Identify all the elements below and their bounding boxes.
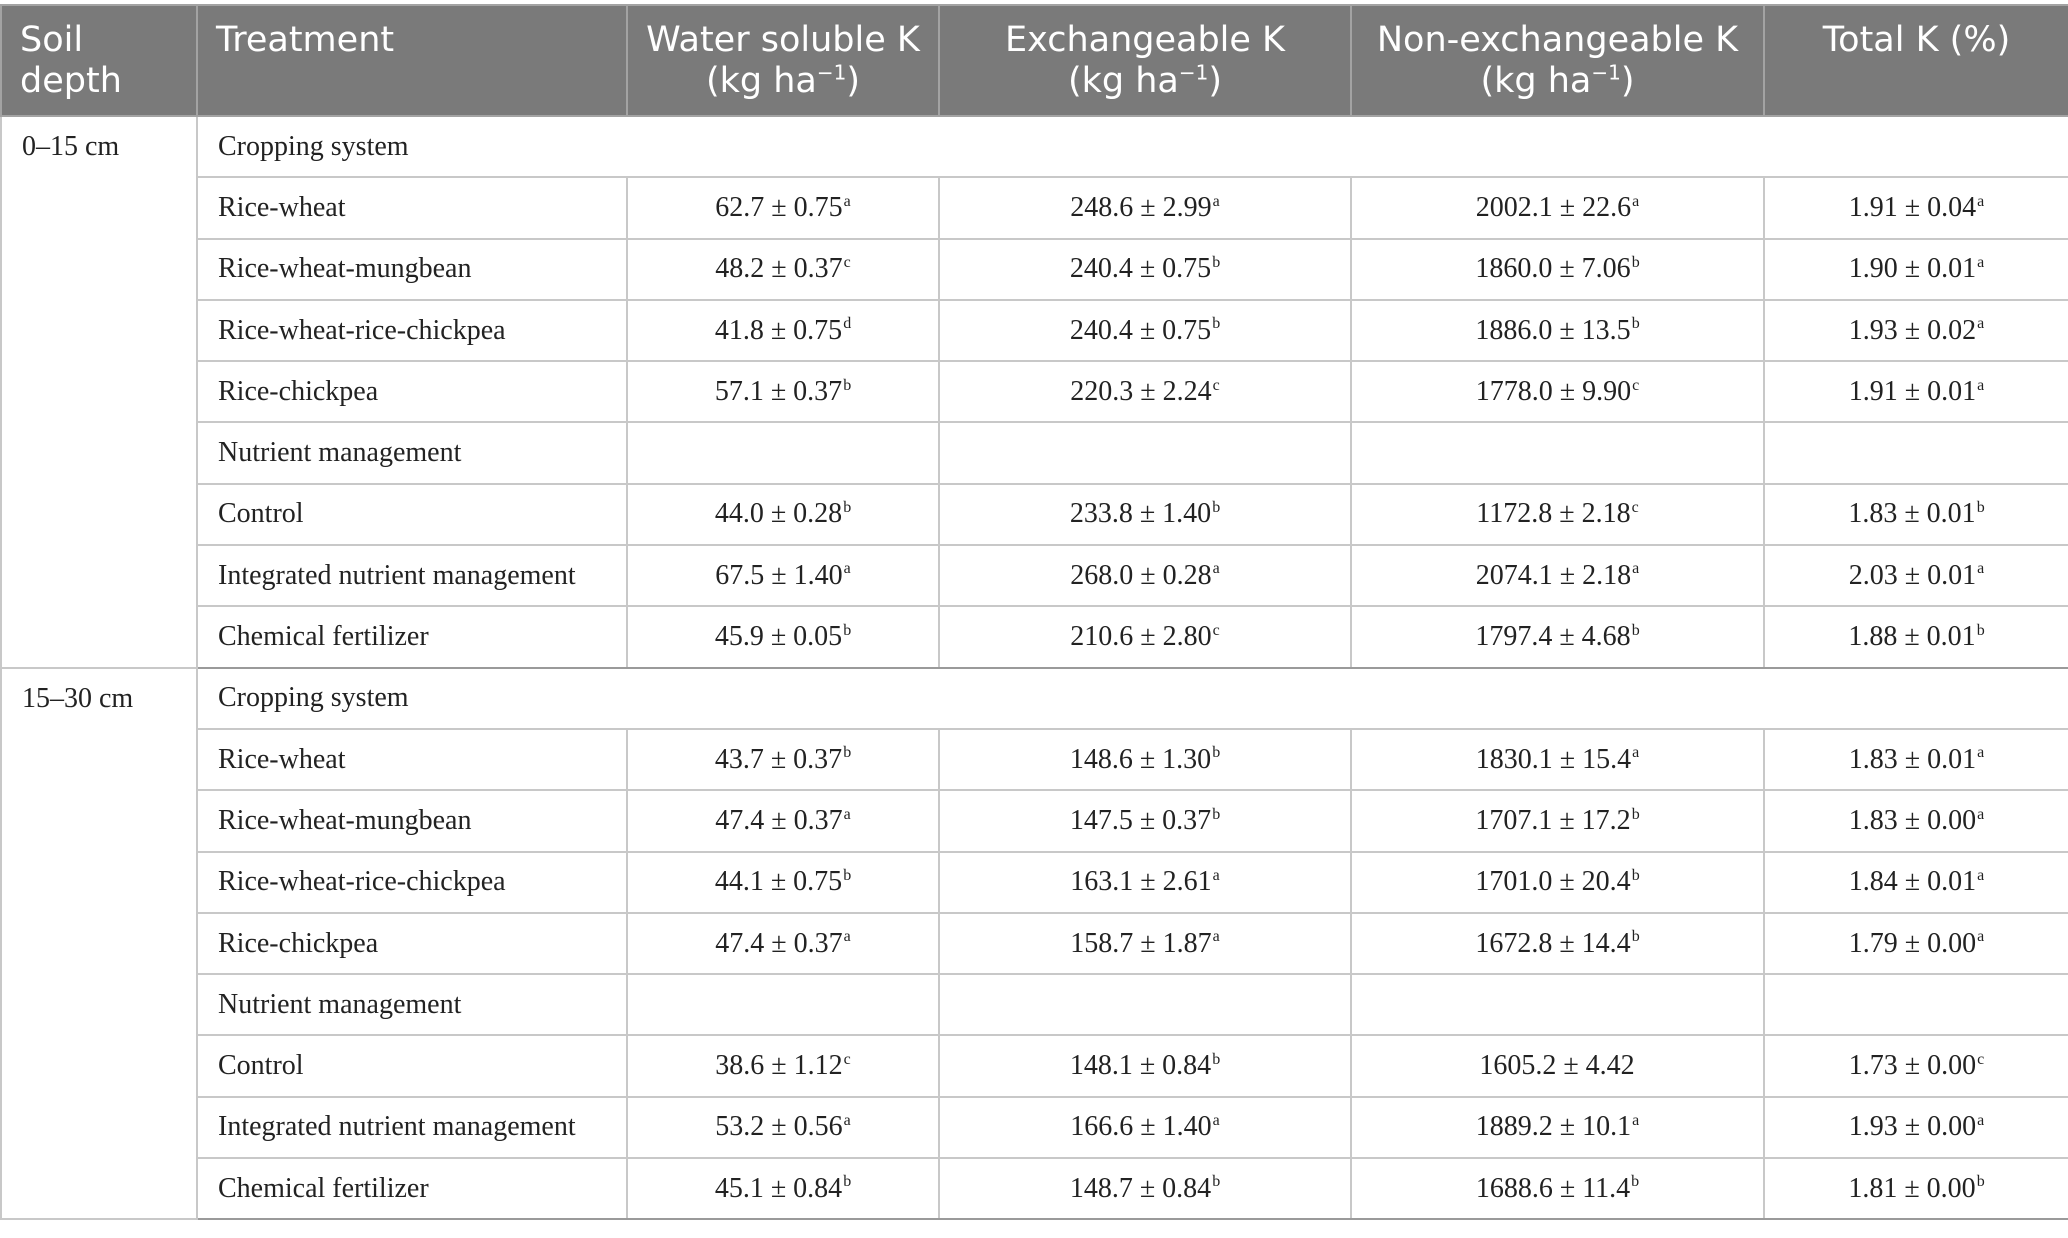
header-label: Exchangeable K bbox=[1004, 20, 1286, 60]
value: 240.4 ± 0.75 bbox=[1069, 253, 1212, 285]
value: 248.6 ± 2.99 bbox=[1070, 191, 1212, 223]
soil-depth-cell: 15–30 cm bbox=[1, 668, 197, 1220]
table-row bbox=[1, 790, 2068, 851]
header-unit: (kg ha bbox=[1480, 61, 1592, 101]
header-total-k: Total K (%) bbox=[1764, 5, 2068, 116]
significance-letter: b bbox=[1976, 621, 1985, 639]
significance-letter: a bbox=[1977, 866, 1985, 884]
table-row bbox=[1, 300, 2068, 361]
treatment-cell: Rice-chickpea bbox=[197, 361, 627, 422]
significance-letter: a bbox=[1632, 1112, 1640, 1130]
treatment-cell: Rice-wheat-mungbean bbox=[197, 239, 627, 300]
table-row bbox=[1, 361, 2068, 422]
significance-letter: b bbox=[1631, 928, 1640, 946]
significance-letter: b bbox=[1212, 315, 1221, 333]
total-k-cell bbox=[1764, 300, 2068, 361]
significance-letter: a bbox=[1632, 744, 1640, 762]
significance-letter: a bbox=[1212, 928, 1220, 946]
header-row bbox=[1, 5, 2068, 116]
table-row bbox=[1, 1035, 2068, 1096]
non-exchangeable-k-cell bbox=[1351, 1097, 1764, 1158]
treatment-cell: Integrated nutrient management bbox=[197, 545, 627, 606]
value: 44.1 ± 0.75 bbox=[714, 866, 843, 898]
significance-letter: d bbox=[843, 315, 852, 333]
value: 148.7 ± 0.84 bbox=[1069, 1172, 1212, 1204]
value: 1797.4 ± 4.68 bbox=[1475, 621, 1631, 653]
empty-cell bbox=[1764, 974, 2068, 1035]
value: 1.73 ± 0.00 bbox=[1848, 1050, 1977, 1082]
non-exchangeable-k-cell bbox=[1351, 177, 1764, 238]
significance-letter: c bbox=[843, 253, 851, 271]
significance-letter: a bbox=[1212, 1112, 1220, 1130]
total-k-cell bbox=[1764, 484, 2068, 545]
significance-letter: b bbox=[1212, 499, 1221, 517]
value: 148.6 ± 1.30 bbox=[1069, 743, 1212, 775]
significance-letter: b bbox=[1631, 315, 1640, 333]
water-soluble-k-cell bbox=[627, 545, 939, 606]
value: 220.3 ± 2.24 bbox=[1070, 375, 1212, 407]
significance-letter: c bbox=[1212, 376, 1220, 394]
header-exchangeable-k bbox=[939, 5, 1351, 116]
significance-letter: a bbox=[1977, 1112, 1985, 1130]
non-exchangeable-k-cell bbox=[1351, 239, 1764, 300]
significance-letter: a bbox=[843, 192, 851, 210]
value: 1778.0 ± 9.90 bbox=[1475, 375, 1632, 407]
table-row bbox=[1, 1097, 2068, 1158]
section-heading: Nutrient management bbox=[197, 974, 627, 1035]
table-header bbox=[1, 5, 2068, 116]
header-unit-exponent: −1 bbox=[1178, 60, 1209, 85]
value: 210.6 ± 2.80 bbox=[1070, 621, 1212, 653]
significance-letter: a bbox=[1977, 376, 1985, 394]
value: 1.79 ± 0.00 bbox=[1848, 927, 1977, 959]
water-soluble-k-cell bbox=[627, 484, 939, 545]
exchangeable-k-cell bbox=[939, 729, 1351, 790]
water-soluble-k-cell bbox=[627, 1097, 939, 1158]
potassium-fractions-table bbox=[0, 4, 2068, 1220]
significance-letter: b bbox=[1976, 499, 1985, 517]
total-k-cell bbox=[1764, 790, 2068, 851]
value: 1.81 ± 0.00 bbox=[1848, 1172, 1976, 1204]
value: 233.8 ± 1.40 bbox=[1069, 498, 1212, 530]
treatment-cell: Chemical fertilizer bbox=[197, 1158, 627, 1219]
significance-letter: a bbox=[843, 805, 851, 823]
significance-letter: b bbox=[1631, 805, 1640, 823]
non-exchangeable-k-cell bbox=[1351, 300, 1764, 361]
significance-letter: a bbox=[1977, 928, 1985, 946]
significance-letter: b bbox=[1212, 1050, 1221, 1068]
value: 1.88 ± 0.01 bbox=[1848, 621, 1976, 653]
soil-depth-cell: 0–15 cm bbox=[1, 116, 197, 668]
header-soil-depth: Soil depth bbox=[1, 5, 197, 116]
table-row bbox=[1, 545, 2068, 606]
value: 1.93 ± 0.02 bbox=[1848, 314, 1977, 346]
water-soluble-k-cell bbox=[627, 913, 939, 974]
value: 1172.8 ± 2.18 bbox=[1476, 498, 1631, 530]
table-row bbox=[1, 239, 2068, 300]
non-exchangeable-k-cell bbox=[1351, 1035, 1764, 1096]
non-exchangeable-k-cell bbox=[1351, 484, 1764, 545]
significance-letter: a bbox=[1212, 866, 1220, 884]
significance-letter: b bbox=[1631, 621, 1640, 639]
significance-letter: a bbox=[1977, 192, 1985, 210]
exchangeable-k-cell bbox=[939, 1097, 1351, 1158]
header-unit: (kg ha bbox=[1067, 61, 1179, 101]
non-exchangeable-k-cell bbox=[1351, 361, 1764, 422]
exchangeable-k-cell bbox=[939, 790, 1351, 851]
non-exchangeable-k-cell bbox=[1351, 1158, 1764, 1219]
value: 47.4 ± 0.37 bbox=[715, 927, 843, 959]
water-soluble-k-cell bbox=[627, 606, 939, 667]
section-heading-row bbox=[1, 116, 2068, 177]
section-heading-row bbox=[1, 422, 2068, 483]
value: 1.91 ± 0.01 bbox=[1848, 375, 1977, 407]
header-treatment: Treatment bbox=[197, 5, 627, 116]
significance-letter: a bbox=[843, 1112, 851, 1130]
value: 41.8 ± 0.75 bbox=[714, 314, 843, 346]
value: 158.7 ± 1.87 bbox=[1070, 927, 1212, 959]
header-unit-close: ) bbox=[846, 61, 861, 101]
value: 43.7 ± 0.37 bbox=[714, 743, 843, 775]
water-soluble-k-cell bbox=[627, 361, 939, 422]
header-water-soluble-k bbox=[627, 5, 939, 116]
water-soluble-k-cell bbox=[627, 790, 939, 851]
significance-letter: a bbox=[1977, 805, 1985, 823]
value: 163.1 ± 2.61 bbox=[1070, 866, 1212, 898]
value: 1.83 ± 0.00 bbox=[1848, 804, 1977, 836]
value: 1605.2 ± 4.42 bbox=[1479, 1050, 1635, 1082]
header-unit-close: ) bbox=[1620, 61, 1635, 101]
significance-letter: c bbox=[1631, 499, 1639, 517]
value: 45.9 ± 0.05 bbox=[714, 621, 843, 653]
value: 2.03 ± 0.01 bbox=[1848, 559, 1977, 591]
total-k-cell bbox=[1764, 913, 2068, 974]
section-heading-row bbox=[1, 668, 2068, 729]
empty-cell bbox=[1351, 974, 1764, 1035]
significance-letter: b bbox=[1631, 866, 1640, 884]
empty-cell bbox=[627, 974, 939, 1035]
exchangeable-k-cell bbox=[939, 1035, 1351, 1096]
value: 166.6 ± 1.40 bbox=[1070, 1111, 1212, 1143]
table-row bbox=[1, 177, 2068, 238]
value: 1.83 ± 0.01 bbox=[1848, 743, 1977, 775]
significance-letter: c bbox=[1977, 1050, 1985, 1068]
value: 2074.1 ± 2.18 bbox=[1475, 559, 1632, 591]
treatment-cell: Control bbox=[197, 1035, 627, 1096]
empty-cell bbox=[939, 422, 1351, 483]
value: 38.6 ± 1.12 bbox=[715, 1050, 843, 1082]
exchangeable-k-cell bbox=[939, 177, 1351, 238]
significance-letter: a bbox=[1212, 560, 1220, 578]
exchangeable-k-cell bbox=[939, 545, 1351, 606]
water-soluble-k-cell bbox=[627, 729, 939, 790]
significance-letter: b bbox=[1212, 1173, 1221, 1191]
exchangeable-k-cell bbox=[939, 852, 1351, 913]
significance-letter: a bbox=[1212, 192, 1220, 210]
table-row bbox=[1, 1158, 2068, 1219]
treatment-cell: Control bbox=[197, 484, 627, 545]
total-k-cell bbox=[1764, 1097, 2068, 1158]
exchangeable-k-cell bbox=[939, 239, 1351, 300]
section-heading: Nutrient management bbox=[197, 422, 627, 483]
significance-letter: b bbox=[843, 744, 852, 762]
header-unit-close: ) bbox=[1208, 61, 1223, 101]
header-unit: (kg ha bbox=[705, 61, 817, 101]
significance-letter: b bbox=[1212, 805, 1221, 823]
header-label: Water soluble K bbox=[646, 20, 920, 60]
empty-cell bbox=[627, 422, 939, 483]
significance-letter: a bbox=[843, 928, 851, 946]
value: 1.90 ± 0.01 bbox=[1848, 253, 1977, 285]
value: 45.1 ± 0.84 bbox=[714, 1172, 843, 1204]
water-soluble-k-cell bbox=[627, 852, 939, 913]
value: 240.4 ± 0.75 bbox=[1069, 314, 1212, 346]
empty-cell bbox=[1351, 422, 1764, 483]
table-row bbox=[1, 484, 2068, 545]
total-k-cell bbox=[1764, 606, 2068, 667]
table-row bbox=[1, 729, 2068, 790]
total-k-cell bbox=[1764, 177, 2068, 238]
value: 53.2 ± 0.56 bbox=[715, 1111, 843, 1143]
treatment-cell: Rice-chickpea bbox=[197, 913, 627, 974]
empty-cell bbox=[939, 974, 1351, 1035]
significance-letter: a bbox=[843, 560, 851, 578]
treatment-cell: Rice-wheat bbox=[197, 177, 627, 238]
header-unit-exponent: −1 bbox=[816, 60, 847, 85]
total-k-cell bbox=[1764, 545, 2068, 606]
non-exchangeable-k-cell bbox=[1351, 606, 1764, 667]
significance-letter: a bbox=[1977, 744, 1985, 762]
value: 148.1 ± 0.84 bbox=[1069, 1050, 1212, 1082]
non-exchangeable-k-cell bbox=[1351, 729, 1764, 790]
treatment-cell: Integrated nutrient management bbox=[197, 1097, 627, 1158]
section-heading: Cropping system bbox=[197, 668, 2068, 729]
significance-letter: a bbox=[1977, 253, 1985, 271]
value: 1830.1 ± 15.4 bbox=[1475, 743, 1632, 775]
treatment-cell: Rice-wheat bbox=[197, 729, 627, 790]
table-row bbox=[1, 913, 2068, 974]
treatment-cell: Rice-wheat-rice-chickpea bbox=[197, 852, 627, 913]
value: 147.5 ± 0.37 bbox=[1069, 804, 1212, 836]
value: 1.93 ± 0.00 bbox=[1848, 1111, 1977, 1143]
significance-letter: a bbox=[1977, 560, 1985, 578]
significance-letter: b bbox=[1631, 253, 1640, 271]
exchangeable-k-cell bbox=[939, 913, 1351, 974]
value: 1701.0 ± 20.4 bbox=[1475, 866, 1631, 898]
exchangeable-k-cell bbox=[939, 1158, 1351, 1219]
value: 1707.1 ± 17.2 bbox=[1475, 804, 1631, 836]
value: 67.5 ± 1.40 bbox=[715, 559, 843, 591]
significance-letter: c bbox=[1212, 621, 1220, 639]
empty-cell bbox=[1764, 422, 2068, 483]
value: 1860.0 ± 7.06 bbox=[1475, 253, 1631, 285]
total-k-cell bbox=[1764, 1035, 2068, 1096]
significance-letter: a bbox=[1632, 192, 1640, 210]
significance-letter: b bbox=[843, 621, 852, 639]
value: 1.84 ± 0.01 bbox=[1848, 866, 1977, 898]
treatment-cell: Chemical fertilizer bbox=[197, 606, 627, 667]
water-soluble-k-cell bbox=[627, 177, 939, 238]
exchangeable-k-cell bbox=[939, 361, 1351, 422]
non-exchangeable-k-cell bbox=[1351, 913, 1764, 974]
water-soluble-k-cell bbox=[627, 1035, 939, 1096]
header-label: Non-exchangeable K bbox=[1376, 20, 1739, 60]
significance-letter: b bbox=[1976, 1173, 1985, 1191]
water-soluble-k-cell bbox=[627, 300, 939, 361]
total-k-cell bbox=[1764, 361, 2068, 422]
value: 1688.6 ± 11.4 bbox=[1475, 1172, 1631, 1204]
value: 268.0 ± 0.28 bbox=[1070, 559, 1212, 591]
non-exchangeable-k-cell bbox=[1351, 545, 1764, 606]
total-k-cell bbox=[1764, 1158, 2068, 1219]
significance-letter: b bbox=[843, 866, 852, 884]
treatment-cell: Rice-wheat-mungbean bbox=[197, 790, 627, 851]
significance-letter: b bbox=[1212, 253, 1221, 271]
exchangeable-k-cell bbox=[939, 606, 1351, 667]
value: 57.1 ± 0.37 bbox=[714, 375, 843, 407]
table-row bbox=[1, 606, 2068, 667]
water-soluble-k-cell bbox=[627, 239, 939, 300]
significance-letter: b bbox=[843, 499, 852, 517]
significance-letter: c bbox=[843, 1050, 851, 1068]
non-exchangeable-k-cell bbox=[1351, 790, 1764, 851]
total-k-cell bbox=[1764, 729, 2068, 790]
value: 47.4 ± 0.37 bbox=[715, 804, 843, 836]
exchangeable-k-cell bbox=[939, 484, 1351, 545]
value: 1.91 ± 0.04 bbox=[1848, 191, 1977, 223]
significance-letter: b bbox=[843, 1173, 852, 1191]
exchangeable-k-cell bbox=[939, 300, 1351, 361]
value: 1.83 ± 0.01 bbox=[1848, 498, 1976, 530]
significance-letter: b bbox=[1631, 1173, 1640, 1191]
water-soluble-k-cell bbox=[627, 1158, 939, 1219]
table-row bbox=[1, 852, 2068, 913]
significance-letter: a bbox=[1632, 560, 1640, 578]
value: 44.0 ± 0.28 bbox=[714, 498, 843, 530]
significance-letter: c bbox=[1632, 376, 1640, 394]
significance-letter: b bbox=[843, 376, 852, 394]
significance-letter: a bbox=[1977, 315, 1985, 333]
value: 62.7 ± 0.75 bbox=[715, 191, 843, 223]
value: 1886.0 ± 13.5 bbox=[1475, 314, 1631, 346]
header-unit-exponent: −1 bbox=[1591, 60, 1621, 85]
non-exchangeable-k-cell bbox=[1351, 852, 1764, 913]
value: 2002.1 ± 22.6 bbox=[1475, 191, 1632, 223]
treatment-cell: Rice-wheat-rice-chickpea bbox=[197, 300, 627, 361]
total-k-cell bbox=[1764, 239, 2068, 300]
section-heading: Cropping system bbox=[197, 116, 2068, 177]
value: 1889.2 ± 10.1 bbox=[1475, 1111, 1632, 1143]
total-k-cell bbox=[1764, 852, 2068, 913]
significance-letter: b bbox=[1212, 744, 1221, 762]
header-non-exchangeable-k bbox=[1351, 5, 1764, 116]
value: 48.2 ± 0.37 bbox=[715, 253, 843, 285]
table-body bbox=[1, 116, 2068, 1219]
section-heading-row bbox=[1, 974, 2068, 1035]
value: 1672.8 ± 14.4 bbox=[1475, 927, 1631, 959]
